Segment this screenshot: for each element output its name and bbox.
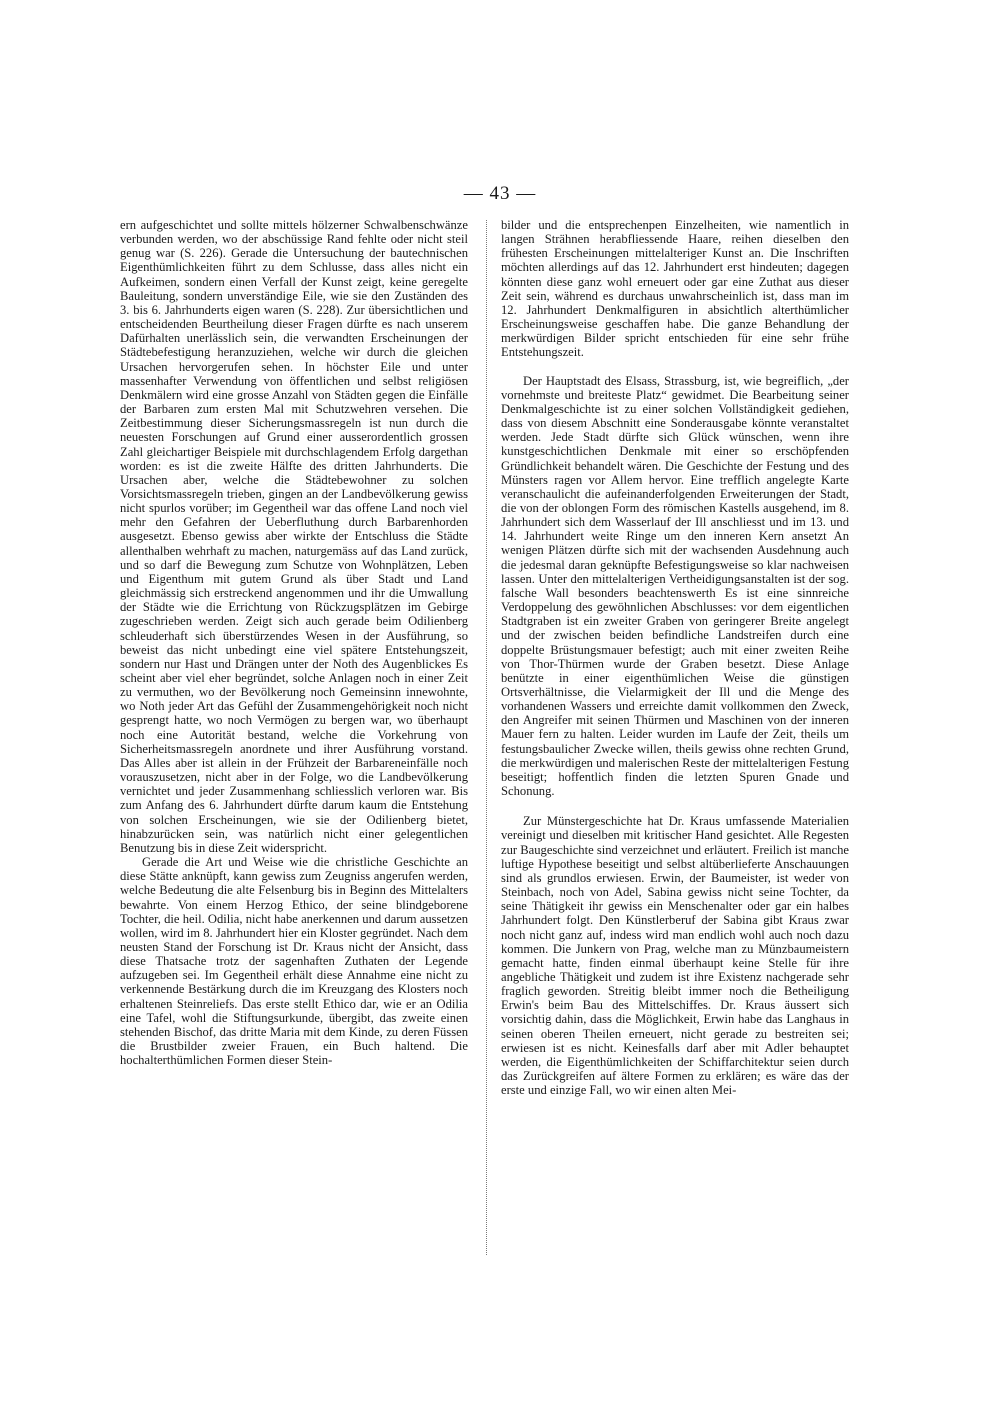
right-column	[501, 218, 849, 1097]
column-divider	[486, 220, 487, 1255]
right-paragraph-2: Der Hauptstadt des Elsass, Strassburg, ist, wie begreiflich, „der vornehmste und breiteste Platz“ gewidmet. Die Bearbeitung seiner Denkmalgeschichte ist zu einer solchen Vollständigkeit gediehen, dass von diesem Abschnitt eine Sonderausgabe könnte veranstaltet werden. Jede Stadt dürfte sich Glück wünschen, wenn ihre kunstgeschichtlichen Denkmale mit einer so erschöpfenden Gründlichkeit behandelt wären. Die Geschichte der Festung und des Münsters ragen vor Allem hervor. Eine trefflich angelegte Karte veranschaulicht die aufeinanderfolgenden Erweiterungen der Stadt, die von der oblongen Form des römischen Kastells ausgehend, im 8. Jahrhundert sich dem Wasserlauf der Ill anschliesst und im 13. und 14. Jahrhundert weite Ringe um den inneren Kern ansetzt An wenigen Plätzen dürfte sich mit der wachsenden Ausdehnung auch die jedesmal daran geknüpfte Befestigungsweise so klar nachweisen lassen. Unter den mittelalterigen Vertheidigungsanstalten ist der sog. falsche Wall besonders beachtenswerth Es ist eine sinnreiche Verdoppelung des gewöhnlichen Abschlusses: vor dem eigentlichen Stadtgraben ist ein zweiter Graben von geringerer Breite angelegt und der zwischen beiden befindliche Landstreifen durch eine doppelte Brüstungsmauer befestigt; auch mit einer zweiten Reihe von Thor-Thürmen wurde der Graben besetzt. Diese Anlage benützte in einer eigenthümlichen Weise die günstigen Ortsverhältnisse, die Vielarmigkeit der Ill und die Menge des vorhandenen Wassers und erreichte damit vollkommen den Zweck, den Angreifer mit seinen Thürmen und Maschinen von der inneren Mauer fern zu halten. Leider wurden im Laufe der Zeit, theils um festungsbaulicher Zwecke willen, theils gewiss ohne rechten Grund, die merkwürdigen und malerischen Reste der mittelalterigen Festung beseitigt; hoffentlich finden die letzten Spuren Gnade und Schonung.	[501, 373, 849, 799]
left-column	[120, 218, 468, 1067]
right-paragraph-3: Zur Münstergeschichte hat Dr. Kraus umfassende Materialien vereinigt und dieselben mit kritischer Hand gesichtet. Alle Regesten zur Baugeschichte sind verzeichnet und erläutert. Freilich ist manche luftige Hypothese beseitigt und selbst altüberlieferte Anschauungen sind als grundlos erwiesen. Erwin, der Baumeister, ist weder von Steinbach, noch von Adel, Sabina gewiss nicht seine Tochter, da seine Thätigkeit ihr gewiss ein Menschenalter oder gar ein halbes Jahrhundert folgt. Den Künstlerberuf der Sabina gibt Kraus zwar noch nicht ganz auf, indess wird man endlich wohl auch noch dazu kommen. Die Junkern von Prag, welche man zu Münzbaumeistern gemacht hatte, finden einmal überhaupt keine Stelle für ihre angebliche Thätigkeit und zudem ist ihre Existenz nachgerade sehr fraglich geworden. Streitig bleibt immer noch die Betheiligung Erwin's beim Bau des Mittelschiffes. Dr. Kraus äussert sich vorsichtig dahin, dass die Möglichkeit, Erwin habe das Langhaus in seinen oberen Theilen erneuert, nicht gerade zu bestreiten sei; erwiesen ist es nicht. Keinesfalls darf aber mit Adler behauptet werden, die Eigenthümlichkeiten der Schiffarchitektur seien durch das Zurückgreifen auf ältere Formen zu erklären; es wäre das der erste und einzige Fall, wo wir einen alten Mei-	[501, 814, 849, 1098]
left-paragraph-1: ern aufgeschichtet und sollte mittels hölzerner Schwalbenschwänze verbunden werden, wo der abschüssige Rand fehlte oder nicht steil genug war (S. 226). Gerade die Untersuchung der bautechnischen Eigenthümlichkeiten führt zu dem Schlusse, dass alles nicht ein Aufkeimen, sondern einen Verfall der Kunst zeigt, keine geregelte Bauleitung, sondern unverständige Eile, wie sie den Zuständen des 3. bis 6. Jahrhunderts eigen waren (S. 228). Zur übersichtlichen und entscheidenden Beurtheilung dieser Fragen dürfte es nach unserem Dafürhalten unerlässlich sein, die verwandten Erscheinungen der Städtebefestigung heranzuziehen, welche wir durch die gleichen Ursachen hervorgerufen sehen. In höchster Eile und unter massenhafter Verwendung von öffentlichen und selbst religiösen Denkmälern wird eine grosse Anzahl von Städten gegen die Einfälle der Barbaren zum ersten Mal mit Schutzwehren versehen. Die Zeitbestimmung dieser Sicherungsmassregeln ist nun durch die neuesten Forschungen auf Grund einer ausserordentlich grossen Zahl gleichartiger Beispiele mit durchschlagendem Erfolg dargethan worden: es ist die zweite Hälfte des dritten Jahrhunderts. Die Ursachen aber, welche die Städtebewohner zu solchen Vorsichtsmassregeln trieben, gingen an der Landbevölkerung gewiss nicht spurlos vorüber; im Gegentheil war das offene Land noch viel mehr den Gefahren der Ueberfluthung durch Barbarenhorden ausgesetzt. Ebenso gewiss aber wirkte der Entschluss die Städte allenthalben wehrhaft zu machen, naturgemäss auf das Land zurück, und so darf die Bewegung zum Schutze von Wohnplätzen, Leben und Eigenthum mit gutem Grund als über Stadt und Land gleichmässig sich erstreckend angenommen und ihr die Umwallung der Städte wie die Errichtung von Rückzugsplätzen im Gebirge zugeschrieben werden. Zeigt sich auch gerade beim Odilienberg schleuderhaft sich überstürzendes Wesen in der Ausführung, so beweist das nicht unbedingt eine viel spätere Entstehungszeit, sondern nur Hast und Drängen unter der Noth des Augenblickes Es scheint aber viel eher begründet, solche Anlagen noch in einer Zeit zu vermuthen, wo der Bevölkerung noch Gemeinsinn innewohnte, wo Noth jeder Art das Gefühl der Zusammengehörigkeit noch nicht gesprengt hatte, wo noch Vermögen zu bergen war, wo überhaupt noch eine Autorität bestand, welche die Vorkehrung von Sicherheitsmassregeln anordnete und ihrer Ausführung vorstand. Das Alles aber ist allein in der Frühzeit der Barbareneinfälle noch vorauszusetzen, nicht aber in der Folge, wo die Landbevölkerung vernichtet und jeder Zusammenhang schliesslich verloren war. Bis zum Anfang des 6. Jahrhundert dürfte darum kaum die Entstehung von solchen Erscheinungen, wie sie der Odilienberg bietet, hinabzurücken sein, was natürlich nicht einer gelegentlichen Benutzung bis in diese Zeit widerspricht.	[120, 218, 468, 855]
right-paragraph-1: bilder und die entsprechenpen Einzelheiten, wie namentlich in langen Strähnen herabfliessende Haare, reihen dieselben den frühesten Erscheinungen mittelalteriger Kunst an. Die Inschriften möchten allerdings auf das 12. Jahrhundert erst hindeuten; dagegen könnten diese ganz wohl erneuert oder gar eine Zuthat aus dieser Zeit sein, während es durchaus unwahrscheinlich ist, dass man im 12. Jahrhundert Denkmalfiguren in absichtlich alterthümlicher Erscheinungsweise geschaffen habe. Die ganze Behandlung der merkwürdigen Bilder spricht entschieden für eine sehr frühe Entstehungszeit.	[501, 218, 849, 360]
page-number: — 43 —	[463, 183, 537, 204]
left-paragraph-2: Gerade die Art und Weise wie die christliche Geschichte an diese Stätte anknüpft, kann gewiss zum Zeugniss angerufen werden, welche Bedeutung die alte Felsenburg bis in Beginn des Mittelalters bewahrte. Von einem Herzog Ethico, der seine blindgeborene Tochter, die heil. Odilia, nicht habe anerkennen und darum aussetzen wollen, wird im 8. Jahrhundert hier ein Kloster gegründet. Nach dem neusten Stand der Forschung ist Dr. Kraus nicht der Ansicht, dass diese Thatsache trotz der sagenhaften Zuthaten der Legende aufzugeben sei. Im Gegentheil erhält diese Annahme eine nicht zu verkennende Bestärkung durch die im Kreuzgang des Klosters noch erhaltenen Steinreliefs. Das erste stellt Ethico dar, wie er an Odilia eine Tafel, wohl die Stiftungsurkunde, übergibt, das zweite einen stehenden Bischof, das dritte Maria mit dem Kinde, zu deren Füssen die Brustbilder zweier Frauen, ein Buch haltend. Die hochalterthümlichen Formen dieser Stein-	[120, 855, 468, 1068]
